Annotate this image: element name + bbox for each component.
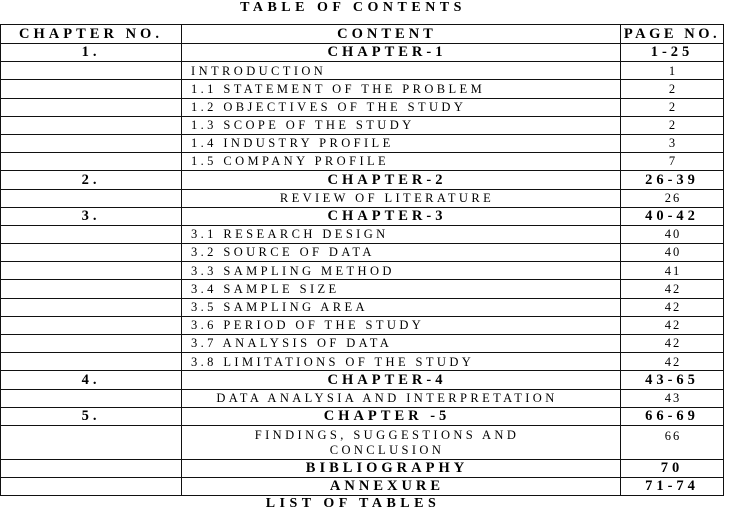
toc-row [1,389,724,407]
content-cell: 3.2 SOURCE OF DATA [182,244,621,262]
chapter-number-header: CHAPTER NO. [1,25,182,44]
toc-row [1,62,724,80]
chapter-number-cell [1,459,182,477]
chapter-heading-row [1,371,724,389]
page-number-cell: 2 [621,116,724,134]
chapter-number-cell [1,478,182,496]
page-number-cell: 42 [621,280,724,298]
content-cell: 1.3 SCOPE OF THE STUDY [182,116,621,134]
content-cell: 3.5 SAMPLING AREA [182,298,621,316]
toc-row [1,225,724,243]
chapter-heading-row [1,171,724,189]
page-number-cell: 40 [621,244,724,262]
page-number-cell: 42 [621,316,724,334]
page-number-cell: 42 [621,335,724,353]
page-range-cell: 40-42 [621,207,724,225]
table-header-row [1,25,724,44]
next-section-title: LIST OF TABLES [265,496,441,511]
page-number-cell: 43 [621,389,724,407]
chapter-number-cell: 1. [1,44,182,62]
toc-row [1,189,724,207]
toc-row [1,335,724,353]
chapter-number-cell: 5. [1,407,182,425]
table-of-contents [0,24,724,496]
page-title: TABLE OF CONTENTS [240,0,466,15]
page-range-cell: 43-65 [621,371,724,389]
page-number-cell: 2 [621,98,724,116]
chapter-number-cell [1,316,182,334]
chapter-number-cell [1,98,182,116]
content-cell: INTRODUCTION [182,62,621,80]
page-number-header: PAGE NO. [621,25,724,44]
content-cell: 3.1 RESEARCH DESIGN [182,225,621,243]
section-heading-row [1,459,724,477]
page-range-cell: 1-25 [621,44,724,62]
content-cell: 3.3 SAMPLING METHOD [182,262,621,280]
toc-row [1,116,724,134]
page-number-cell: 42 [621,298,724,316]
chapter-number-cell [1,335,182,353]
page-number-cell: 7 [621,153,724,171]
content-line-2: CONCLUSION [329,442,445,457]
page-number-cell: 3 [621,134,724,152]
chapter-number-cell [1,425,182,459]
page-range-cell: 26-39 [621,171,724,189]
toc-row [1,316,724,334]
content-cell: 1.4 INDUSTRY PROFILE [182,134,621,152]
page-number-cell: 26 [621,189,724,207]
chapter-number-cell [1,80,182,98]
content-cell [182,425,621,459]
chapter-number-cell [1,244,182,262]
content-cell: 1.2 OBJECTIVES OF THE STUDY [182,98,621,116]
chapter-title-cell: CHAPTER-2 [182,171,621,189]
page-number-cell: 40 [621,225,724,243]
toc-row [1,98,724,116]
toc-row [1,153,724,171]
page-number-cell: 2 [621,80,724,98]
chapter-heading-row [1,207,724,225]
toc-row [1,244,724,262]
page-number-cell: 1 [621,62,724,80]
content-cell: REVIEW OF LITERATURE [182,189,621,207]
chapter-number-cell [1,280,182,298]
chapter-number-cell [1,153,182,171]
content-header: CONTENT [182,25,621,44]
toc-row [1,80,724,98]
toc-row [1,262,724,280]
page-number-cell: 41 [621,262,724,280]
toc-row [1,298,724,316]
chapter-heading-row [1,44,724,62]
content-cell: 1.1 STATEMENT OF THE PROBLEM [182,80,621,98]
toc-row [1,134,724,152]
page-number-cell: 70 [621,459,724,477]
content-cell: 3.7 ANALYSIS OF DATA [182,335,621,353]
chapter-title-cell: CHAPTER -5 [182,407,621,425]
chapter-number-cell [1,389,182,407]
chapter-number-cell [1,298,182,316]
page-number-cell: 42 [621,353,724,371]
chapter-number-cell: 2. [1,171,182,189]
chapter-number-cell [1,134,182,152]
page-number-cell: 66 [621,425,724,459]
chapter-number-cell: 3. [1,207,182,225]
content-cell: 3.4 SAMPLE SIZE [182,280,621,298]
content-cell: 1.5 COMPANY PROFILE [182,153,621,171]
toc-row [1,425,724,459]
section-heading-row [1,478,724,496]
toc-row [1,280,724,298]
chapter-number-cell [1,62,182,80]
chapter-heading-row [1,407,724,425]
chapter-number-cell [1,353,182,371]
content-cell: 3.8 LIMITATIONS OF THE STUDY [182,353,621,371]
page-range-cell: 71-74 [621,478,724,496]
section-title-cell: ANNEXURE [182,478,621,496]
content-line-1: FINDINGS, SUGGESTIONS AND [254,427,520,442]
toc-row [1,353,724,371]
chapter-number-cell: 4. [1,371,182,389]
chapter-number-cell [1,225,182,243]
chapter-title-cell: CHAPTER-4 [182,371,621,389]
section-title-cell: BIBLIOGRAPHY [182,459,621,477]
content-cell: DATA ANALYSIA AND INTERPRETATION [182,389,621,407]
chapter-number-cell [1,189,182,207]
content-cell: 3.6 PERIOD OF THE STUDY [182,316,621,334]
chapter-number-cell [1,262,182,280]
chapter-title-cell: CHAPTER-3 [182,207,621,225]
chapter-number-cell [1,116,182,134]
chapter-title-cell: CHAPTER-1 [182,44,621,62]
page-range-cell: 66-69 [621,407,724,425]
